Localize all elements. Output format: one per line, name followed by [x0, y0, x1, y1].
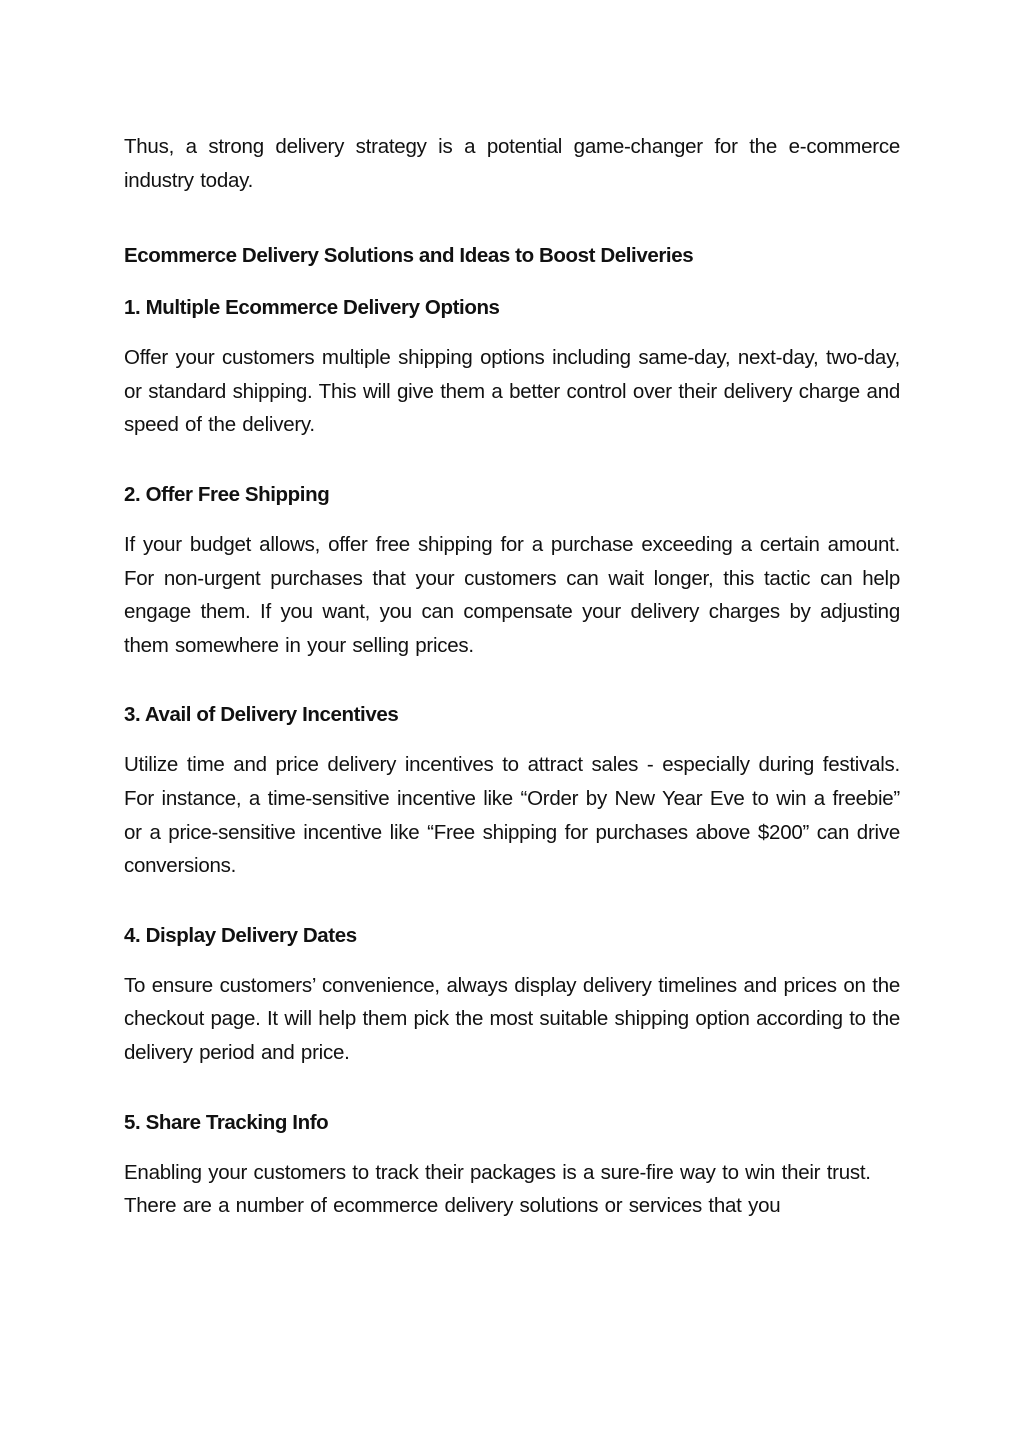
item-body-4: To ensure customers’ convenience, always display delivery timelines and prices on the checkout page. It will help them pick the most suitable shipping option according to the delivery period and price. [124, 973, 901, 1064]
item-body-3: Utilize time and price delivery incentives to attract sales - especially during festivals. For instance, a time-sensitive incentive like “Order by New Year Eve to win a freebie” or a price-sensitive incentive like “Free shipping for purchases above $200” can drive conversions. [124, 753, 900, 878]
item-heading-1: 1. Multiple Ecommerce Delivery Options [124, 296, 500, 320]
item-heading-4: 4. Display Delivery Dates [124, 923, 357, 947]
item-body-2: If your budget allows, offer free shipping for a purchase exceeding a certain amount. For non-urgent purchases that your customers can wait longer, this tactic can help engage them. If you want, you can compensate your delivery charges by adjusting them somewhere in your selling prices. [124, 532, 900, 657]
item-heading-5: 5. Share Tracking Info [124, 1110, 329, 1134]
item-body-5: Enabling your customers to track their packages is a sure-fire way to win their trust. There are a number of ecommerce delivery solutions or services that you [124, 1160, 871, 1218]
item-heading-3: 3. Avail of Delivery Incentives [124, 703, 399, 727]
section-title: Ecommerce Delivery Solutions and Ideas to Boost Deliveries [124, 244, 694, 268]
document-body [124, 130, 900, 1223]
item-heading-2: 2. Offer Free Shipping [124, 482, 330, 506]
intro-paragraph: Thus, a strong delivery strategy is a potential game-changer for the e-commerce industry today. [124, 135, 900, 192]
item-body-1: Offer your customers multiple shipping options including same-day, next-day, two-day, or standard shipping. This will give them a better control over their delivery charge and speed of the delivery. [124, 346, 900, 437]
